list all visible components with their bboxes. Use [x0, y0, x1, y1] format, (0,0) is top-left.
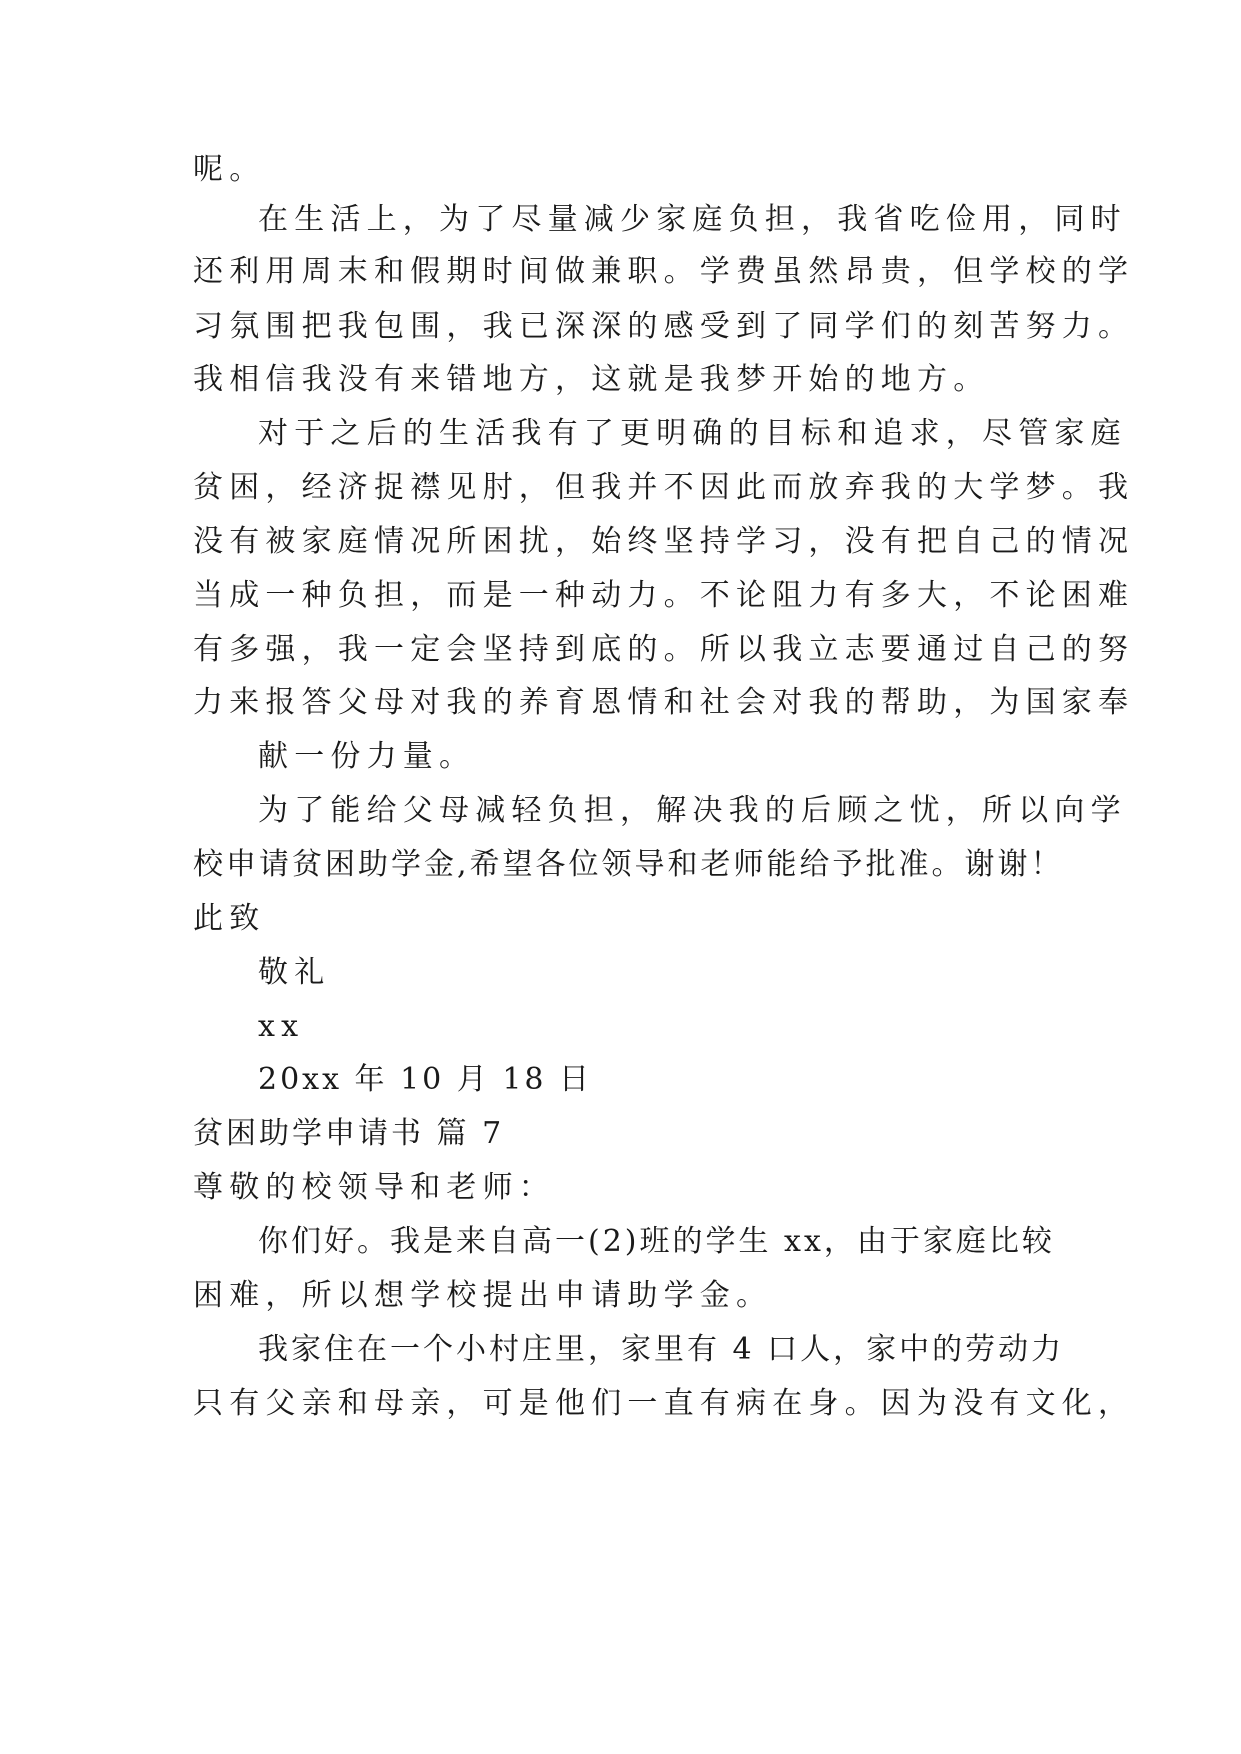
signature-name: xx [258, 1009, 305, 1044]
text-line: 当成一种负担，而是一种动力。不论阻力有多大，不论困难 [193, 578, 1135, 613]
signature-date: 20xx 年 10 月 18 日 [258, 1062, 593, 1097]
text-line: 贫困，经济捉襟见肘，但我并不因此而放弃我的大学梦。我 [193, 470, 1135, 505]
letter-greeting: 尊敬的校领导和老师： [193, 1170, 555, 1205]
text-line: 习氛围把我包围，我已深深的感受到了同学们的刻苦努力。 [193, 309, 1135, 344]
paragraph-start-line: 我家住在一个小村庄里，家里有 4 口人，家中的劳动力 [258, 1332, 1065, 1367]
section-heading: 贫困助学申请书 篇 7 [193, 1116, 505, 1151]
text-line: 呢。 [193, 152, 266, 187]
text-line: 还利用周末和假期时间做兼职。学费虽然昂贵，但学校的学 [193, 254, 1135, 289]
text-line: 没有被家庭情况所困扰，始终坚持学习，没有把自己的情况 [193, 524, 1135, 559]
text-line: 困难，所以想学校提出申请助学金。 [193, 1278, 773, 1313]
text-line: 校申请贫困助学金,希望各位领导和老师能给予批准。谢谢！ [193, 847, 1064, 882]
paragraph-start-line: 在生活上，为了尽量减少家庭负担，我省吃俭用，同时 [258, 202, 1127, 237]
text-line: 只有父亲和母亲，可是他们一直有病在身。因为没有文化， [193, 1386, 1135, 1421]
closing-salutation: 此致 [193, 901, 266, 936]
text-line: 有多强，我一定会坚持到底的。所以我立志要通过自己的努 [193, 632, 1135, 667]
text-line: 献一份力量。 [258, 739, 476, 774]
text-line: 我相信我没有来错地方，这就是我梦开始的地方。 [193, 362, 990, 397]
text-line: 力来报答父母对我的养育恩情和社会对我的帮助，为国家奉 [193, 685, 1135, 720]
paragraph-start-line: 对于之后的生活我有了更明确的目标和追求，尽管家庭 [258, 416, 1127, 451]
paragraph-start-line: 为了能给父母减轻负担，解决我的后顾之忧，所以向学 [258, 793, 1127, 828]
closing-regards: 敬礼 [258, 955, 331, 990]
paragraph-start-line: 你们好。我是来自高一(2)班的学生 xx，由于家庭比较 [258, 1224, 1055, 1259]
